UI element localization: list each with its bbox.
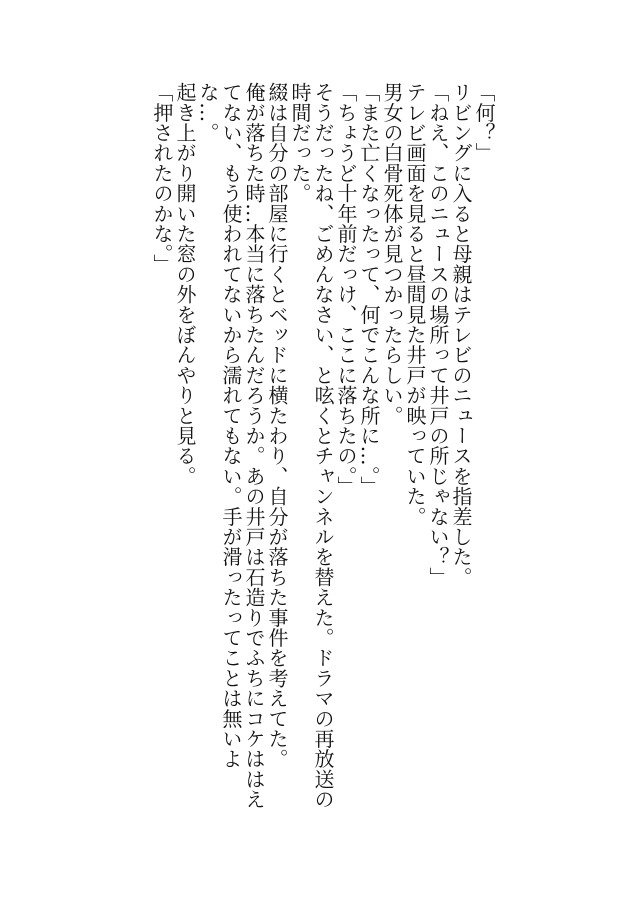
text-line-4: テレビ画面を見ると昼間見た井戸が映っていた。 (403, 82, 427, 527)
vertical-text-body (150, 82, 495, 822)
text-line-9: 綴は自分の部屋に行くとベッドに横たわり、自分が落ちた事件を考えてた。 (265, 82, 289, 769)
text-line-5: 男女の白骨死体が見つかったらしい。 (380, 82, 404, 426)
text-line-2: リビングに入ると母親はテレビのニュースを指差した。 (449, 82, 473, 587)
text-line-1: 「何？」 (472, 82, 496, 163)
text-line-10: 俺が落ちた時…本当に落ちたんだろうか。あの井戸は石造りでふちにコケははえてない、もう使われてないから濡れてもない。手が滑ったってことは無いよな…。 (196, 82, 266, 810)
text-line-3: 「ねえ、このニュースの場所って井戸の所じゃない？」 (426, 82, 450, 587)
text-line-8: そうだったね、ごめんなさい、と呟くとチャンネルを替えた。ドラマの再放送の時間だった。 (288, 82, 335, 810)
text-line-7: 「ちょうど十年前だっけ、ここに落ちたの。」 (334, 82, 358, 497)
text-line-12: 「押されたのかな。」 (150, 82, 174, 274)
text-line-11: 起き上がり開いた窓の外をぼんやりと見る。 (173, 82, 197, 486)
text-line-6: 「また亡くなったって、何でこんな所に…。」 (357, 82, 381, 497)
